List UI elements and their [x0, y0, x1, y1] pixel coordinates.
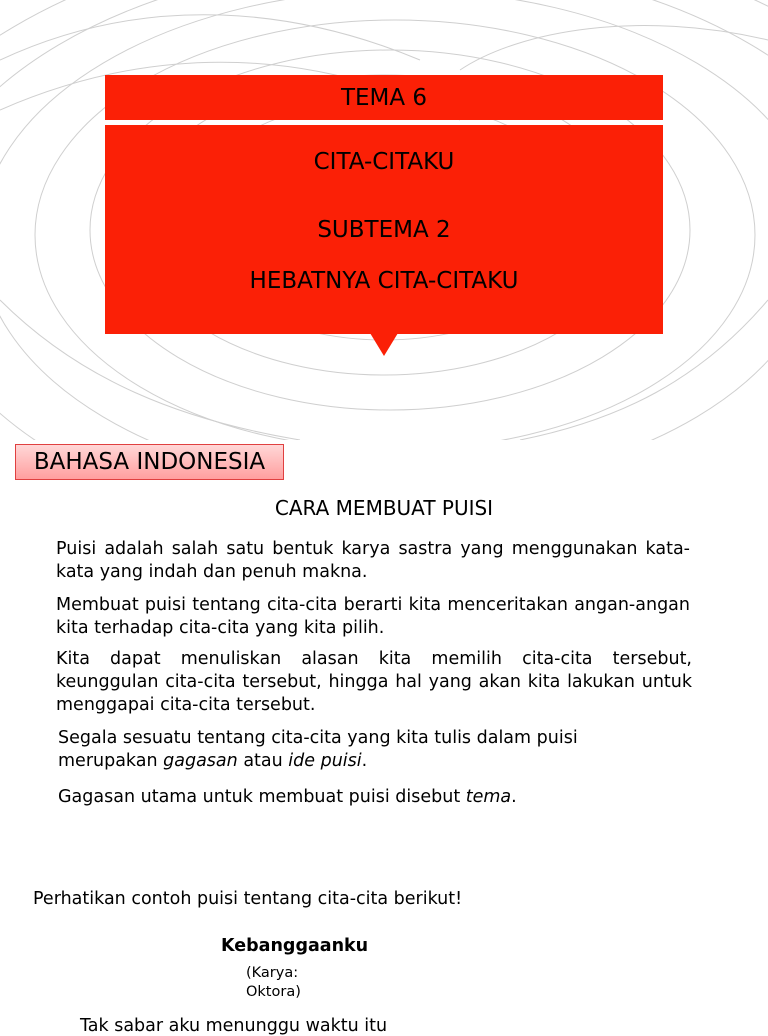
- paragraph-4-text: .: [361, 751, 368, 771]
- paragraph-5-text: .: [511, 787, 517, 807]
- banner-subtheme: SUBTEMA 2: [317, 217, 451, 243]
- banner-pointer: [370, 333, 398, 356]
- term-gagasan: gagasan: [163, 751, 238, 771]
- banner-subtitle: HEBATNYA CITA-CITAKU: [249, 268, 519, 294]
- paragraph-5: [58, 786, 678, 809]
- paragraph-4-text: Segala sesuatu tentang cita-cita yang kita tulis dalam puisi merupakan: [58, 728, 578, 771]
- term-ide-puisi: ide puisi: [288, 751, 362, 771]
- theme-label: TEMA 6: [340, 84, 428, 111]
- paragraph-2: Membuat puisi tentang cita-cita berarti kita menceritakan angan-angan kita terhadap cita-cita yang kita pilih.: [56, 595, 690, 638]
- paragraph-4-text: atau: [237, 751, 289, 771]
- banner-title: CITA-CITAKU: [313, 149, 455, 175]
- paragraph-3: Kita dapat menuliskan alasan kita memilih cita-cita tersebut, keunggulan cita-cita tersebut, hingga hal yang akan kita lakukan untuk menggapai cita-cita tersebut.: [56, 649, 692, 715]
- subject-text: BAHASA INDONESIA: [33, 449, 266, 475]
- paragraph-4: [58, 727, 658, 773]
- theme-banner: [105, 75, 663, 120]
- poem-title: Kebanggaanku: [221, 936, 369, 956]
- title-banner: [105, 125, 663, 334]
- paragraph-5-text: Gagasan utama untuk membuat puisi disebut: [58, 787, 466, 807]
- section-title: CARA MEMBUAT PUISI: [274, 496, 494, 520]
- term-tema: tema: [465, 787, 512, 807]
- example-intro: Perhatikan contoh puisi tentang cita-cita berikut!: [33, 889, 463, 909]
- paragraph-1: Puisi adalah salah satu bentuk karya sastra yang menggunakan kata-kata yang indah dan penuh makna.: [56, 539, 690, 582]
- subject-label: [15, 444, 284, 480]
- poem-author: (Karya: Oktora): [246, 965, 301, 1000]
- poem-first-line: Tak sabar aku menunggu waktu itu: [80, 1016, 388, 1036]
